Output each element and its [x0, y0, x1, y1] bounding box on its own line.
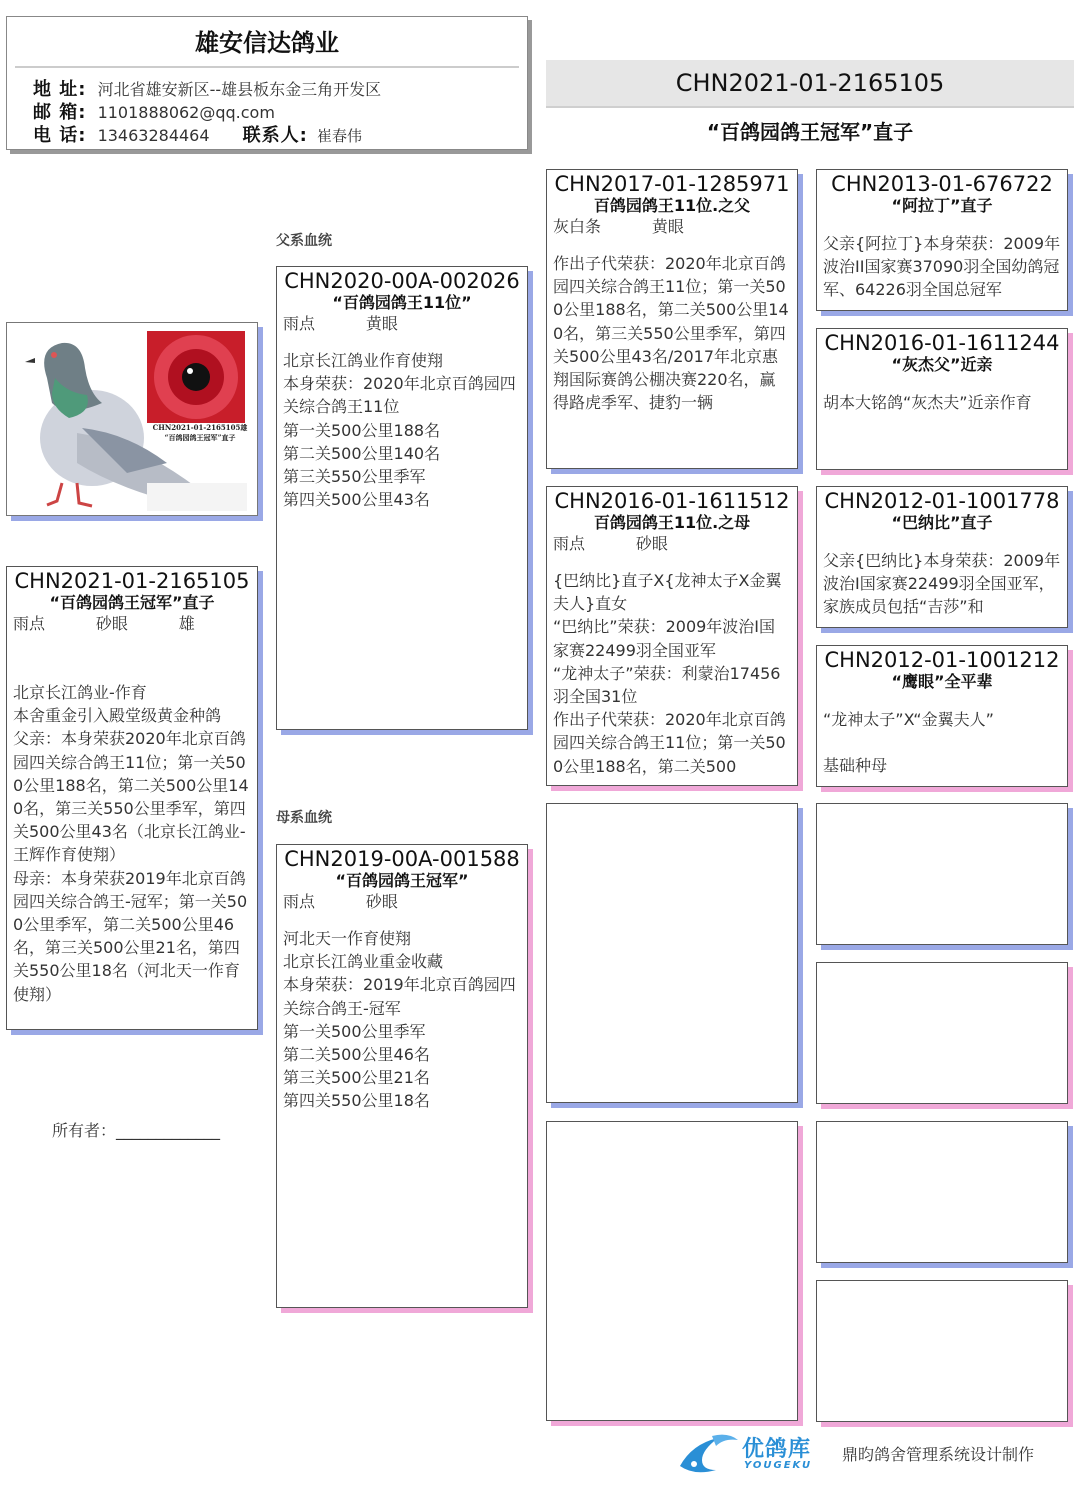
- subject-meta: 雨点 砂眼 雄: [13, 614, 195, 633]
- logo-subtext: YOUGEKU: [744, 1460, 813, 1471]
- dss-card: [816, 803, 1068, 945]
- top-ring-number: CHN2021-01-2165105: [675, 69, 945, 97]
- email-label: 邮 箱:: [33, 102, 87, 123]
- contact-label: 联系人:: [242, 125, 308, 146]
- ssd-ring: CHN2016-01-1611244: [824, 331, 1060, 355]
- subject-ring: CHN2021-01-2165105: [14, 569, 250, 593]
- pigeon-image: [7, 323, 257, 515]
- ssd-name: “灰杰父”近亲: [891, 355, 993, 374]
- sdd-card: [816, 645, 1068, 787]
- sire-sire-description: 作出子代荣获：2020年北京百鸽园四关综合鸽王11位；第一关500公里188名，第二关500公里140名，第三关550公里季军，第四关500公里43名/2017年北京惠翔国际赛鸽公棚决赛220名，赢得路虎季军、捷豹一辆: [553, 254, 789, 413]
- owner-blank: _____________: [116, 1121, 221, 1140]
- dam-sire-card: [546, 803, 798, 1103]
- email-row: [7, 101, 527, 124]
- subject-description: 北京长江鸽业-作育 本舍重金引入殿堂级黄金种鸽 父亲：本身荣获2020年北京百鸽园四关综合鸽王11位；第一关500公里188名，第二关500公里140名，第三关550公里季军，第四关500公里43名（北京长江鸽业-王辉作育使翔） 母亲：本身荣获2019年北京百鸽园四关综合鸽王-冠军；第一关500公里季军，第二关500公里46名，第三关500公里21名，第四关550公里18名（河北天一作育使翔）: [13, 683, 249, 1004]
- sire-card: [276, 266, 528, 730]
- sdd-ring: CHN2012-01-1001212: [824, 648, 1060, 672]
- subject-card: [6, 566, 258, 1030]
- photo-caption-name: “百鸽园鸽王冠军”直子: [164, 433, 236, 442]
- footer-credit: 鼎昀鸽舍管理系统设计制作: [842, 1445, 1035, 1464]
- sire-meta: 雨点 黄眼: [283, 314, 398, 333]
- sss-name: “阿拉丁”直子: [891, 196, 993, 215]
- sire-line-label: 父系血统: [276, 233, 332, 249]
- logo-swirl-icon: [672, 1430, 742, 1476]
- company-title: 雄安信达鸽业: [195, 29, 339, 57]
- sire-dam-name: 百鸽园鸽王11位.之母: [593, 513, 751, 532]
- sire-dam-card: [546, 486, 798, 786]
- phone-value: 13463284464: [97, 126, 210, 145]
- sire-ring: CHN2020-00A-002026: [284, 269, 520, 293]
- sss-card: [816, 169, 1068, 311]
- photo-caption-ring: CHN2021-01-2165105雄: [152, 423, 248, 432]
- dam-name: “百鸽园鸽王冠军”: [335, 871, 469, 890]
- sire-sire-ring: CHN2017-01-1285971: [554, 172, 790, 196]
- sss-ring: CHN2013-01-676722: [831, 172, 1053, 196]
- sire-dam-description: {巴纳比}直子X{龙神太子X金翼夫人}直女 “巴纳比”荣获：2009年波治I国家赛22499羽全国亚军 “龙神太子”荣获：利蒙治17456羽全国31位 作出子代荣获：2020年北京百鸽园四关综合鸽王11位；第一关500公里188名，第二关500: [553, 571, 786, 776]
- ssd-description: 胡本大铭鸽“灰杰夫”近亲作育: [823, 393, 1032, 412]
- footer-logo: [672, 1430, 832, 1478]
- sire-sire-meta: 灰白条 黄眼: [553, 217, 684, 236]
- dam-description: 河北天一作育使翔 北京长江鸽业重金收藏 本身荣获：2019年北京百鸽园四关综合鸽王-冠军 第一关500公里季军 第二关500公里46名 第三关500公里21名 第四关550公里18名: [283, 929, 516, 1111]
- sds-description: 父亲{巴纳比}本身荣获：2009年波治I国家赛22499羽全国亚军，家族成员包括“吉莎”和: [823, 551, 1061, 617]
- dds-card: [816, 1121, 1068, 1263]
- phone-label: 电 话:: [33, 125, 87, 146]
- sdd-name: “鹰眼”全平辈: [891, 672, 993, 691]
- sire-description: 北京长江鸽业作育使翔 本身荣获：2020年北京百鸽园四关综合鸽王11位 第一关500公里188名 第二关500公里140名 第三关550公里季军 第四关500公里43名: [283, 351, 516, 510]
- address-row: [7, 78, 527, 101]
- dam-ring: CHN2019-00A-001588: [284, 847, 520, 871]
- header-card: [6, 16, 528, 150]
- ddd-card: [816, 1280, 1068, 1422]
- logo-text: 优鸽库: [742, 1437, 812, 1462]
- dam-card: [276, 844, 528, 1308]
- sds-name: “巴纳比”直子: [891, 513, 993, 532]
- sire-dam-ring: CHN2016-01-1611512: [554, 489, 790, 513]
- top-ring-bar: [546, 60, 1074, 108]
- sss-description: 父亲{阿拉丁}本身荣获：2009年波治II国家赛37090羽全国幼鸽冠军、64226羽全国总冠军: [823, 234, 1061, 300]
- address-label: 地 址:: [33, 79, 87, 100]
- sdd-description: “龙神太子”X“金翼夫人” 基础种母: [823, 710, 994, 776]
- owner-line: [52, 1118, 220, 1141]
- header-divider: [15, 66, 519, 68]
- sire-name: “百鸽园鸽王11位”: [332, 293, 472, 312]
- dam-meta: 雨点 砂眼: [283, 892, 398, 911]
- dsd-card: [816, 962, 1068, 1104]
- sds-ring: CHN2012-01-1001778: [824, 489, 1060, 513]
- subject-name: “百鸽园鸽王冠军”直子: [49, 593, 215, 612]
- dam-dam-card: [546, 1121, 798, 1421]
- sds-card: [816, 486, 1068, 628]
- owner-label: 所有者：: [52, 1121, 117, 1140]
- pigeon-photo: [6, 322, 258, 516]
- contact-value: 崔春伟: [316, 127, 362, 145]
- top-subtitle: “百鸽园鸽王冠军”直子: [706, 120, 914, 144]
- phone-row: [7, 124, 527, 148]
- address-value: 河北省雄安新区--雄县板东金三角开发区: [97, 80, 382, 99]
- email-value: 1101888062@qq.com: [97, 103, 275, 122]
- sire-sire-card: [546, 169, 798, 469]
- sire-dam-meta: 雨点 砂眼: [553, 534, 668, 553]
- sire-sire-name: 百鸽园鸽王11位.之父: [593, 196, 751, 215]
- dam-line-label: 母系血统: [276, 810, 332, 826]
- ssd-card: [816, 328, 1068, 470]
